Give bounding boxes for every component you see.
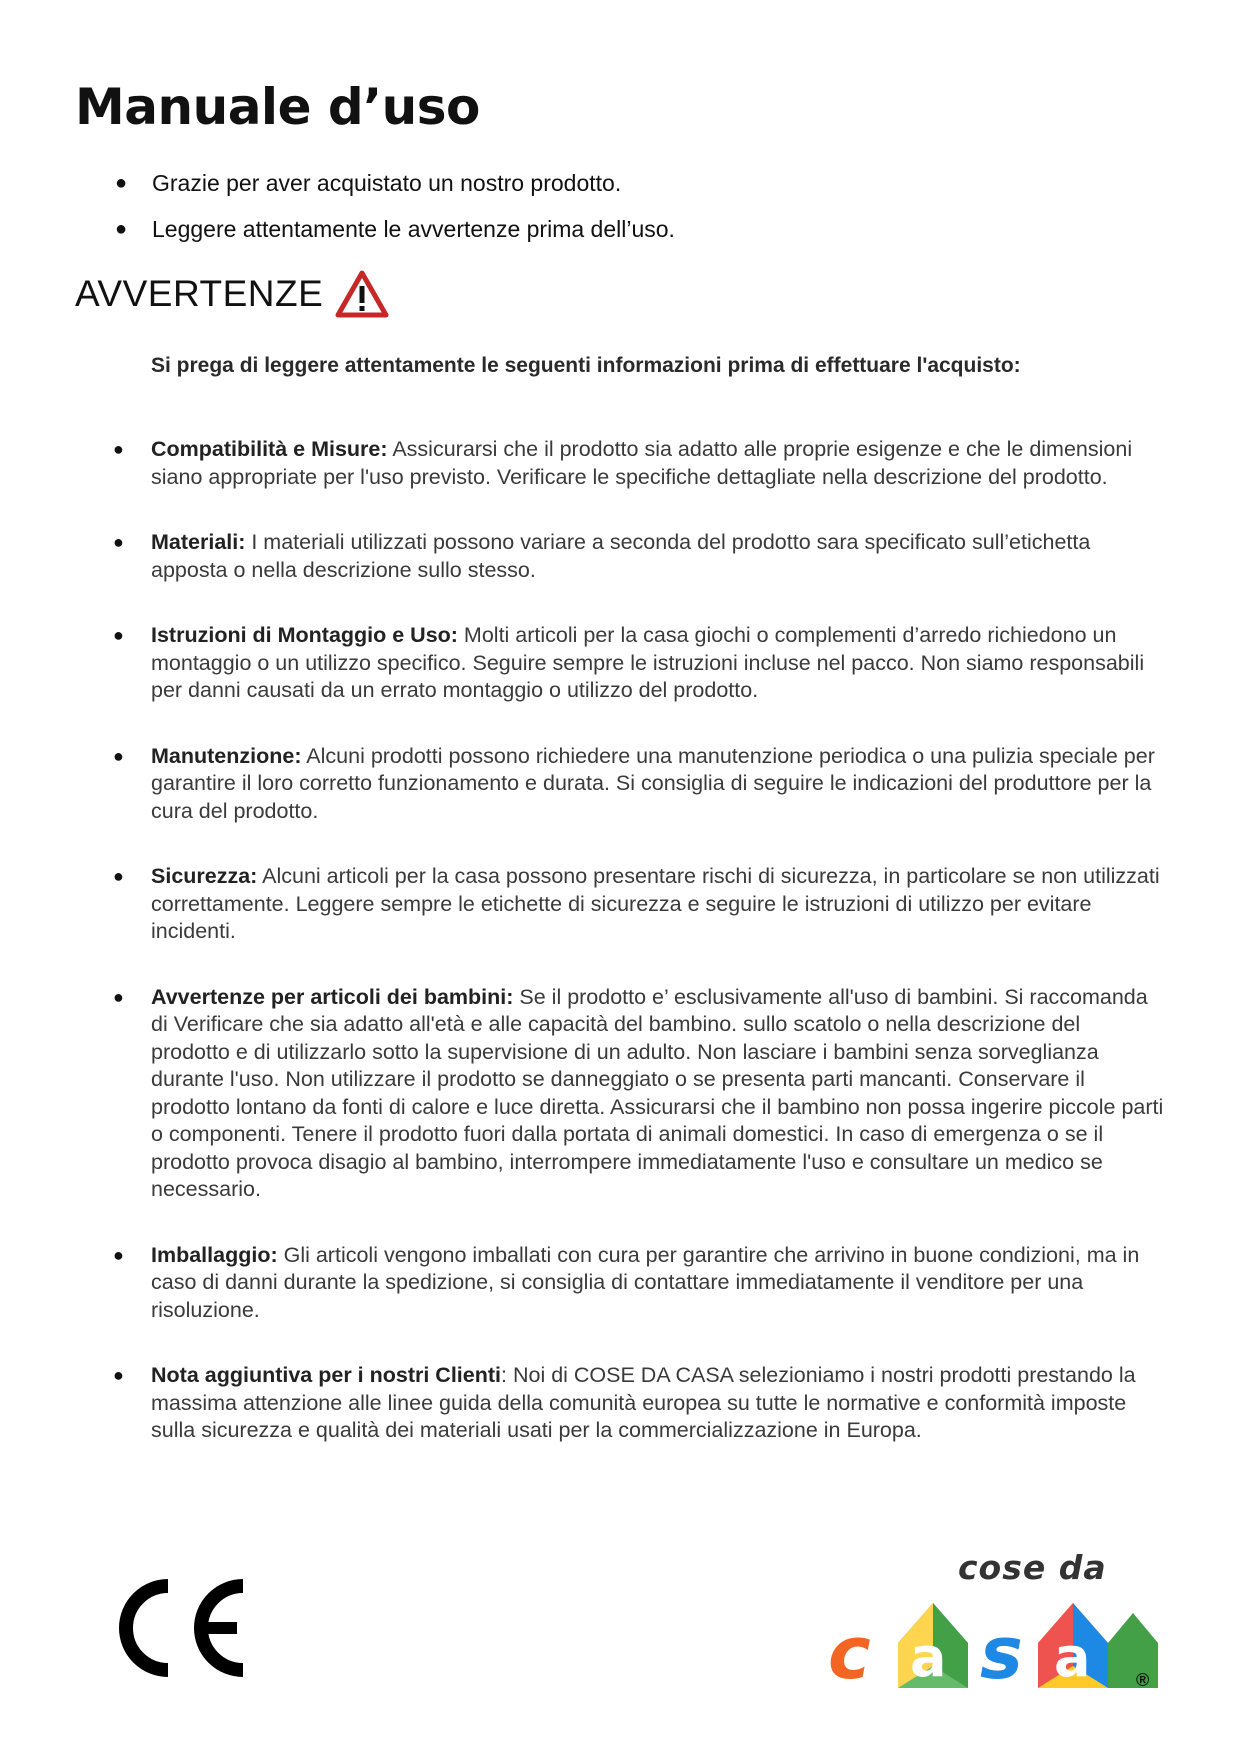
intro-list <box>75 168 675 260</box>
section-text: I materiali utilizzati possono variare a seconda del prodotto sara specificato sull’etichetta apposta o nella descrizione sullo stesso. <box>151 530 1091 582</box>
list-item: ● Leggere attentamente le avvertenze prima dell’uso. <box>115 216 675 242</box>
section-text: Molti articoli per la casa giochi o complementi d’arredo richiedono un montaggio o un utilizzo specifico. Seguire sempre le istruzioni incluse nel pacco. Non siamo responsabili per danni causati da un errato montaggio o utilizzo del prodotto. <box>151 623 1145 702</box>
bullet: ● <box>113 439 124 459</box>
registered-mark: ® <box>1136 1670 1150 1690</box>
warning-triangle-icon <box>335 270 389 318</box>
warning-sections <box>75 436 1165 1483</box>
lead-text: Si prega di leggere attentamente le seguenti informazioni prima di effettuare l'acquisto: <box>151 354 1021 377</box>
section-heading: Nota aggiuntiva per i nostri Clienti <box>151 1363 502 1387</box>
logo-letter-a: a <box>910 1626 947 1689</box>
section-heading: Istruzioni di Montaggio e Uso: <box>151 623 458 647</box>
bullet: ● <box>113 1244 124 1265</box>
bullet: ● <box>113 532 124 552</box>
section-customer-note <box>75 1362 1165 1445</box>
logo-letter-c: c <box>828 1611 871 1695</box>
list-item: ● Grazie per aver acquistato un nostro prodotto. <box>115 170 622 196</box>
logo-letters-icon <box>828 1548 1168 1698</box>
section-heading: Avvertenze per articoli dei bambini: <box>151 984 514 1009</box>
section-text: Alcuni articoli per la casa possono presentare rischi di sicurezza, in particolare se non utilizzati correttamente. Leggere sempre le etichette di sicurezza e seguire le istruzioni di utilizzo per evitare incidenti. <box>151 864 1160 943</box>
bullet: ● <box>115 172 128 194</box>
bullet: ● <box>115 218 128 240</box>
section-heading: Compatibilità e Misure: <box>151 437 388 461</box>
warning-heading <box>75 270 389 318</box>
section-materials <box>75 529 1165 584</box>
bullet: ● <box>113 745 124 766</box>
section-assembly <box>75 622 1165 705</box>
section-text: Gli articoli vengono imballati con cura per garantire che arrivino in buone condizioni, ma in caso di danni durante la spedizione, si consiglia di contattare immediatamente il venditore per una risoluzione. <box>151 1242 1140 1322</box>
section-maintenance <box>75 743 1165 826</box>
section-children <box>75 984 1165 1204</box>
cose-da-casa-logo <box>828 1548 1168 1698</box>
section-heading: Sicurezza: <box>151 864 258 888</box>
bullet: ● <box>113 986 124 1007</box>
section-packaging <box>75 1242 1165 1325</box>
section-text: Alcuni prodotti possono richiedere una manutenzione periodica o una pulizia speciale per garantire il loro corretto funzionamento e durata. Si consiglia di seguire le indicazioni del produttore per la cura del prodotto. <box>151 743 1155 823</box>
bullet: ● <box>113 1365 124 1385</box>
bullet: ● <box>113 866 124 886</box>
section-text: Assicurarsi che il prodotto sia adatto alle proprie esigenze e che le dimensioni siano appropriate per l'uso previsto. Verificare le specifiche dettagliate nella descrizione del prodotto. <box>151 437 1133 489</box>
bullet: ● <box>113 625 124 645</box>
section-safety <box>75 863 1165 946</box>
section-text: : Noi di COSE DA CASA selezioniamo i nostri prodotti prestando la massima attenzione alle linee guida della comunità europea su tutte le normative e conformità imposte sulla sicurezza e qualità dei materiali usati per la commercializzazione in Europa. <box>151 1363 1136 1442</box>
warning-heading-text: AVVERTENZE <box>75 273 324 314</box>
ce-mark-icon <box>113 1578 253 1678</box>
page-title: Manuale d’uso <box>75 78 480 136</box>
section-text: Se il prodotto e’ esclusivamente all'uso di bambini. Si raccomanda di Verificare che sia adatto all'età e alle capacità del bambino. sullo scatolo o nella descrizione del prodotto e di utilizzarlo sotto la supervisione di un adulto. Non lasciare i bambini senza sorveglianza durante l'uso. Non utilizzare il prodotto se danneggiato o se presenta parti mancanti. Conservare il prodotto lontano da fonti di calore e luce diretta. Assicurarsi che il bambino non possa ingerire piccole parti o componenti. Tenere il prodotto fuori dalla portata di animali domestici. In caso di emergenza o se il prodotto provoca disagio al bambino, interrompere immediatamente l'uso e consultare un medico se necessario. <box>151 984 1164 1201</box>
logo-letter-s: s <box>980 1611 1023 1695</box>
section-heading: Imballaggio: <box>151 1242 278 1267</box>
section-heading: Materiali: <box>151 530 246 554</box>
logo-letter-a2: a <box>1054 1626 1091 1689</box>
logo-tagline: cose da <box>958 1548 1107 1587</box>
section-heading: Manutenzione: <box>151 743 302 768</box>
section-compatibility <box>75 436 1165 491</box>
